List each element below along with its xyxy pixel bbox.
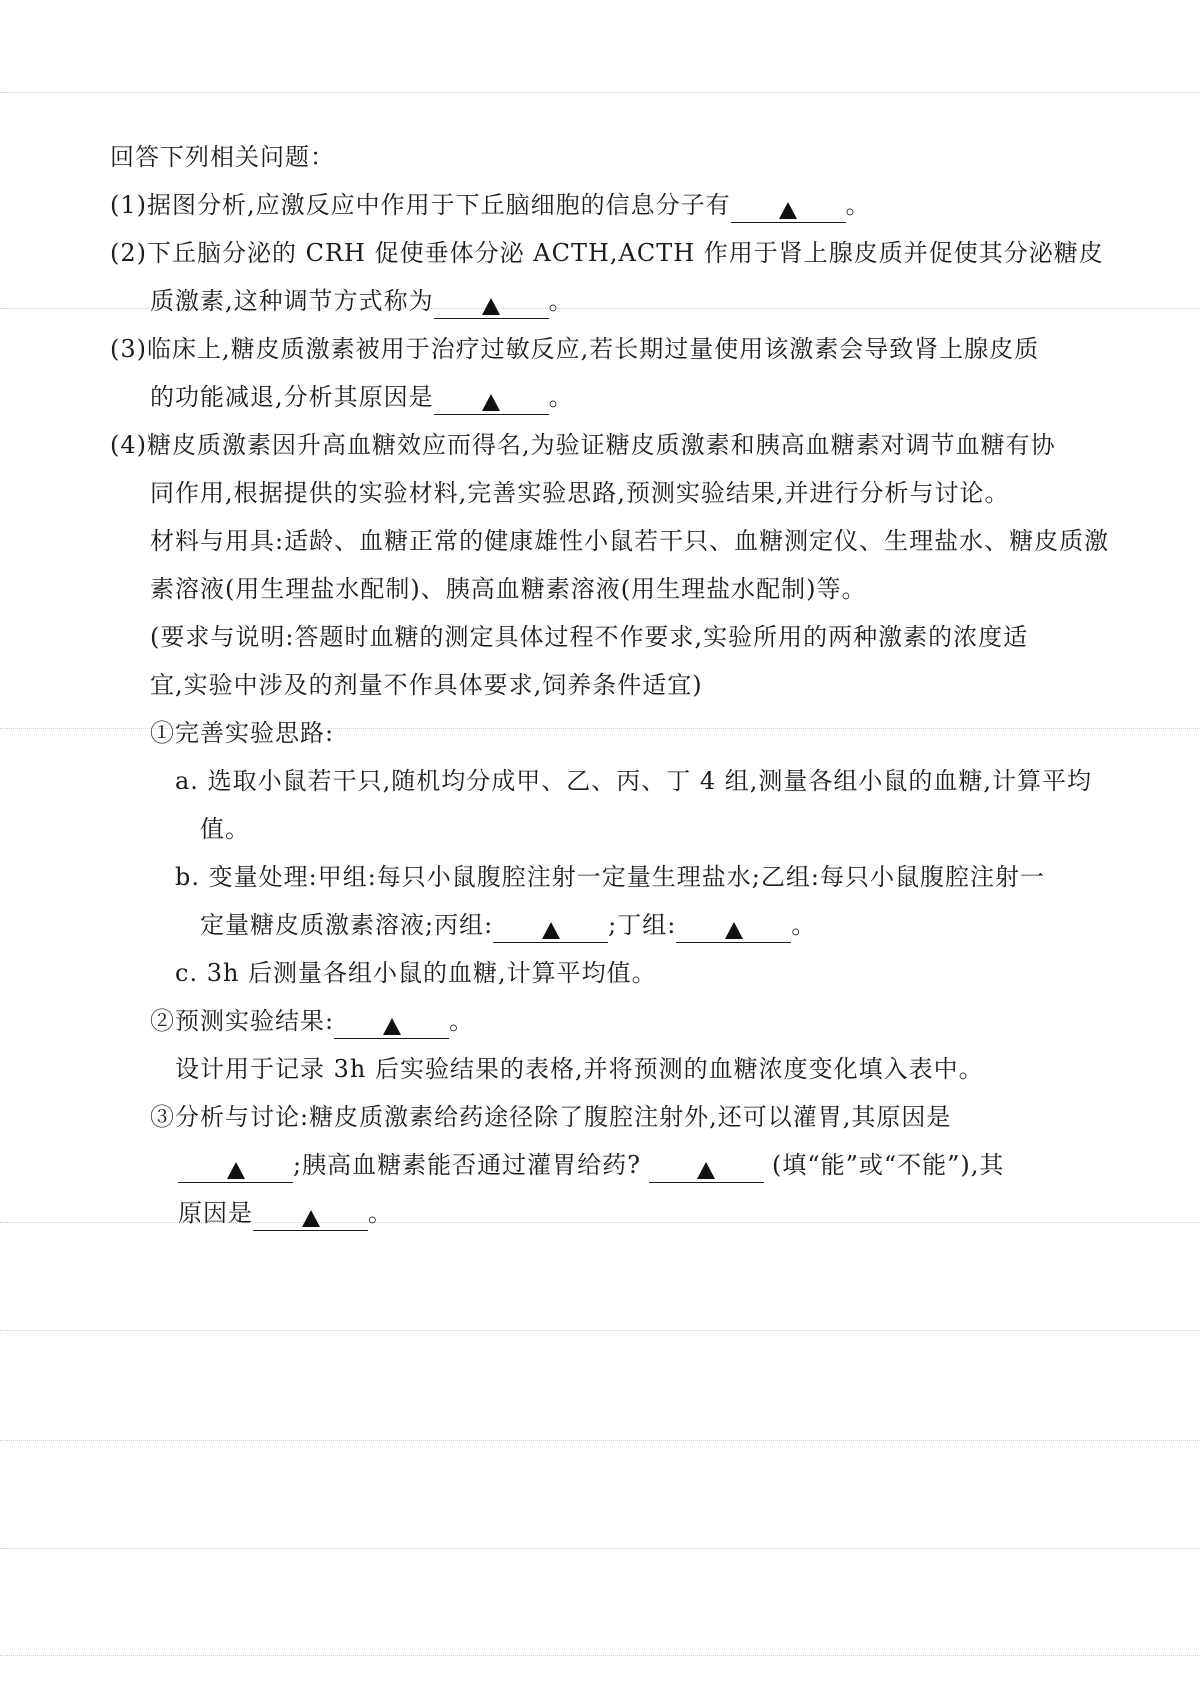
part-1-title: ①完善实验思路: [150, 719, 335, 747]
requirements-line-2: 宜,实验中涉及的剂量不作具体要求,饲养条件适宜) [150, 671, 703, 699]
triangle-icon [779, 202, 797, 219]
triangle-icon [482, 394, 500, 411]
step-c-line: c. 3h 后测量各组小鼠的血糖,计算平均值。 [175, 959, 657, 987]
question-3-line-2 [150, 380, 574, 415]
part-3-text: 原因是 [178, 1199, 253, 1227]
triangle-icon [227, 1162, 245, 1179]
part-3-line-3 [178, 1196, 393, 1231]
part-2-line-2: 设计用于记录 3h 后实验结果的表格,并将预测的血糖浓度变化填入表中。 [175, 1055, 984, 1083]
question-3-line-1: (3)临床上,糖皮质激素被用于治疗过敏反应,若长期过量使用该激素会导致肾上腺皮质 [110, 335, 1040, 363]
punctuation: 。 [548, 287, 574, 315]
punctuation: 。 [548, 383, 574, 411]
answer-blank[interactable] [731, 194, 846, 223]
triangle-icon [482, 298, 500, 315]
intro-text: 回答下列相关问题： [110, 143, 335, 171]
part-3-line-1: ③分析与讨论:糖皮质激素给药途径除了腹腔注射外,还可以灌胃,其原因是 [150, 1103, 952, 1131]
part-3-text: ;胰高血糖素能否通过灌胃给药? [293, 1151, 641, 1179]
answer-blank[interactable] [493, 914, 608, 943]
triangle-icon [383, 1018, 401, 1035]
answer-blank[interactable] [434, 386, 549, 415]
requirements-line-1: (要求与说明:答题时血糖的测定具体过程不作要求,实验所用的两种激素的浓度适 [150, 623, 1029, 651]
materials-line-2: 素溶液(用生理盐水配制)、胰高血糖素溶液(用生理盐水配制)等。 [150, 575, 867, 603]
triangle-icon [697, 1162, 715, 1179]
question-1-text: (1)据图分析,应激反应中作用于下丘脑细胞的信息分子有 [110, 191, 731, 219]
question-4-line-2: 同作用,根据提供的实验材料,完善实验思路,预测实验结果,并进行分析与讨论。 [150, 479, 1010, 507]
question-2-line-2 [150, 284, 574, 319]
answer-blank[interactable] [178, 1154, 293, 1183]
question-4-line-1: (4)糖皮质激素因升高血糖效应而得名,为验证糖皮质激素和胰高血糖素对调节血糖有协 [110, 431, 1056, 459]
triangle-icon [302, 1210, 320, 1227]
answer-blank[interactable] [676, 914, 791, 943]
part-3-text: (填“能”或“不能”),其 [771, 1151, 1005, 1179]
punctuation: 。 [845, 191, 871, 219]
part-3-line-2 [178, 1148, 1004, 1183]
step-b-text: 定量糖皮质激素溶液;丙组: [200, 911, 494, 939]
triangle-icon [725, 922, 743, 939]
step-a-line-2: 值。 [200, 815, 250, 843]
part-2-line-1 [150, 1004, 474, 1039]
part-2-title: ②预测实验结果: [150, 1007, 335, 1035]
question-1 [110, 188, 871, 223]
answer-blank[interactable] [253, 1202, 368, 1231]
question-2-text: 质激素,这种调节方式称为 [150, 287, 434, 315]
step-b-line-2 [200, 908, 816, 943]
step-a-line-1: a. 选取小鼠若干只,随机均分成甲、乙、丙、丁 4 组,测量各组小鼠的血糖,计算平均 [175, 767, 1092, 795]
question-3-text: 的功能减退,分析其原因是 [150, 383, 434, 411]
answer-blank[interactable] [649, 1154, 764, 1183]
punctuation: 。 [791, 911, 817, 939]
answer-blank[interactable] [434, 290, 549, 319]
materials-line-1: 材料与用具:适龄、血糖正常的健康雄性小鼠若干只、血糖测定仪、生理盐水、糖皮质激 [150, 527, 1110, 555]
question-2-line-1: (2)下丘脑分泌的 CRH 促使垂体分泌 ACTH,ACTH 作用于肾上腺皮质并促使其分泌糖皮 [110, 239, 1104, 267]
step-b-text: ;丁组: [608, 911, 677, 939]
triangle-icon [542, 922, 560, 939]
punctuation: 。 [368, 1199, 393, 1227]
step-b-line-1: b. 变量处理:甲组:每只小鼠腹腔注射一定量生理盐水;乙组:每只小鼠腹腔注射一 [175, 863, 1045, 891]
answer-blank[interactable] [334, 1010, 449, 1039]
punctuation: 。 [449, 1007, 475, 1035]
